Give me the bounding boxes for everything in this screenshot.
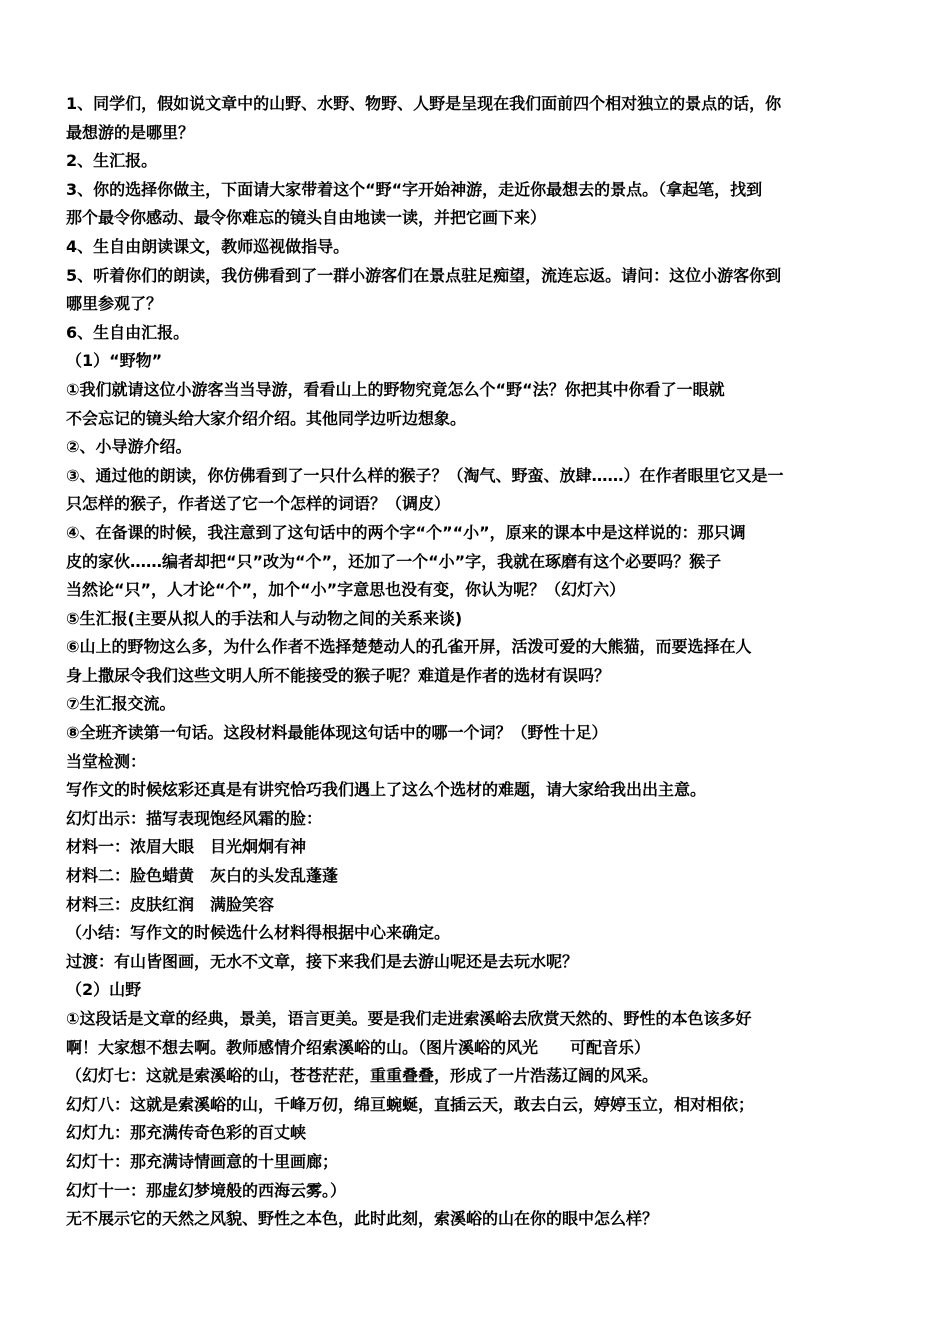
text-line: 5、听着你们的朗读，我仿佛看到了一群小游客们在景点驻足痴望，流连忘返。请问：这位小游客你到 [66,265,782,285]
text-line: 材料二：脸色蜡黄 灰白的头发乱蓬蓬 [66,866,339,886]
text-line: 无不展示它的天然之风貌、野性之本色，此时此刻，索溪峪的山在你的眼中怎么样？ [66,1209,659,1229]
text-line: 啊！大家想不想去啊。教师感情介绍索溪峪的山。（图片溪峪的风光 可配音乐） [66,1037,651,1057]
text-line: 不会忘记的镜头给大家介绍介绍。其他同学边听边想象。 [66,408,467,428]
text-line: ⑧全班齐读第一句话。这段材料最能体现这句话中的哪一个词？（野性十足） [66,723,608,743]
text-line: ②、小导游介绍。 [66,437,192,457]
text-line: 4、生自由朗读课文，教师巡视做指导。 [66,236,350,256]
text-line: （幻灯七：这就是索溪峪的山，苍苍茫茫，重重叠叠，形成了一片浩荡辽阔的风采。 [66,1066,659,1086]
text-line: ⑤生汇报(主要从拟人的手法和人与动物之间的关系来谈) [66,608,463,628]
text-line: （1）“野物” [66,351,163,371]
text-line: ⑦生汇报交流。 [66,694,176,714]
text-line: 6、生自由汇报。 [66,322,190,342]
text-line: 当堂检测： [66,751,147,771]
text-line: 幻灯十一：那虚幻梦境般的西海云雾。） [66,1180,347,1200]
text-line: 身上撒尿令我们这些文明人所不能接受的猴子呢？难道是作者的选材有误吗？ [66,665,611,685]
text-line: 只怎样的猴子，作者送了它一个怎样的词语？（调皮） [66,494,451,514]
text-line: 过渡：有山皆图画，无水不文章，接下来我们是去游山呢还是去玩水呢？ [66,951,579,971]
text-line: 幻灯九：那充满传奇色彩的百丈峡 [66,1123,307,1143]
text-line: 3、你的选择你做主，下面请大家带着这个“野“字开始神游，走近你最想去的景点。（拿起笔，找到 [66,179,763,199]
text-line: 皮的家伙……编者却把“只”改为“个”，还加了一个“小”字，我就在琢磨有这个必要吗？猴子 [66,551,722,571]
text-line: 幻灯十：那充满诗情画意的十里画廊； [66,1151,339,1171]
text-line: （2）山野 [66,980,142,1000]
text-line: 哪里参观了？ [66,294,163,314]
text-line: 幻灯出示：描写表现饱经风霜的脸： [66,808,323,828]
text-line: 幻灯八：这就是索溪峪的山，千峰万仞，绵亘蜿蜒，直插云天，敢去白云，婷婷玉立，相对相依； [66,1094,755,1114]
text-line: （小结：写作文的时候选什么材料得根据中心来确定。 [66,923,451,943]
text-line: 当然论“只”，人才论“个”，加个“小”字意思也没有变，你认为呢？（幻灯六） [66,580,626,600]
text-line: 1、同学们，假如说文章中的山野、水野、物野、人野是呈现在我们面前四个相对独立的景点的话，你 [66,94,782,113]
text-line: ①我们就请这位小游客当当导游，看看山上的野物究竟怎么个“野“法？你把其中你看了一眼就 [66,379,725,399]
text-line: 2、生汇报。 [66,151,158,171]
text-line: ⑥山上的野物这么多，为什么作者不选择楚楚动人的孔雀开屏，活泼可爱的大熊猫，而要选择在人 [66,637,752,657]
text-line: ①这段话是文章的经典，景美，语言更美。要是我们走进索溪峪去欣赏天然的、野性的本色该多好 [66,1009,752,1028]
text-line: 那个最令你感动、最令你难忘的镜头自由地读一读，并把它画下来） [66,208,547,228]
document-body [66,90,888,1234]
text-line: ③、通过他的朗读，你仿佛看到了一只什么样的猴子？（淘气、野蛮、放肆……）在作者眼里它又是一 [66,465,784,485]
text-line: 最想游的是哪里？ [66,122,195,142]
text-line: ④、在备课的时候，我注意到了这句话中的两个字“个”“小”，原来的课本中是这样说的：那只调 [66,522,746,542]
text-line: 材料三：皮肤红润 满脸笑容 [66,894,275,914]
text-line: 材料一：浓眉大眼 目光炯炯有神 [66,837,307,857]
text-line: 写作文的时候炫彩还真是有讲究恰巧我们遇上了这么个选材的难题，请大家给我出出主意。 [66,780,707,800]
